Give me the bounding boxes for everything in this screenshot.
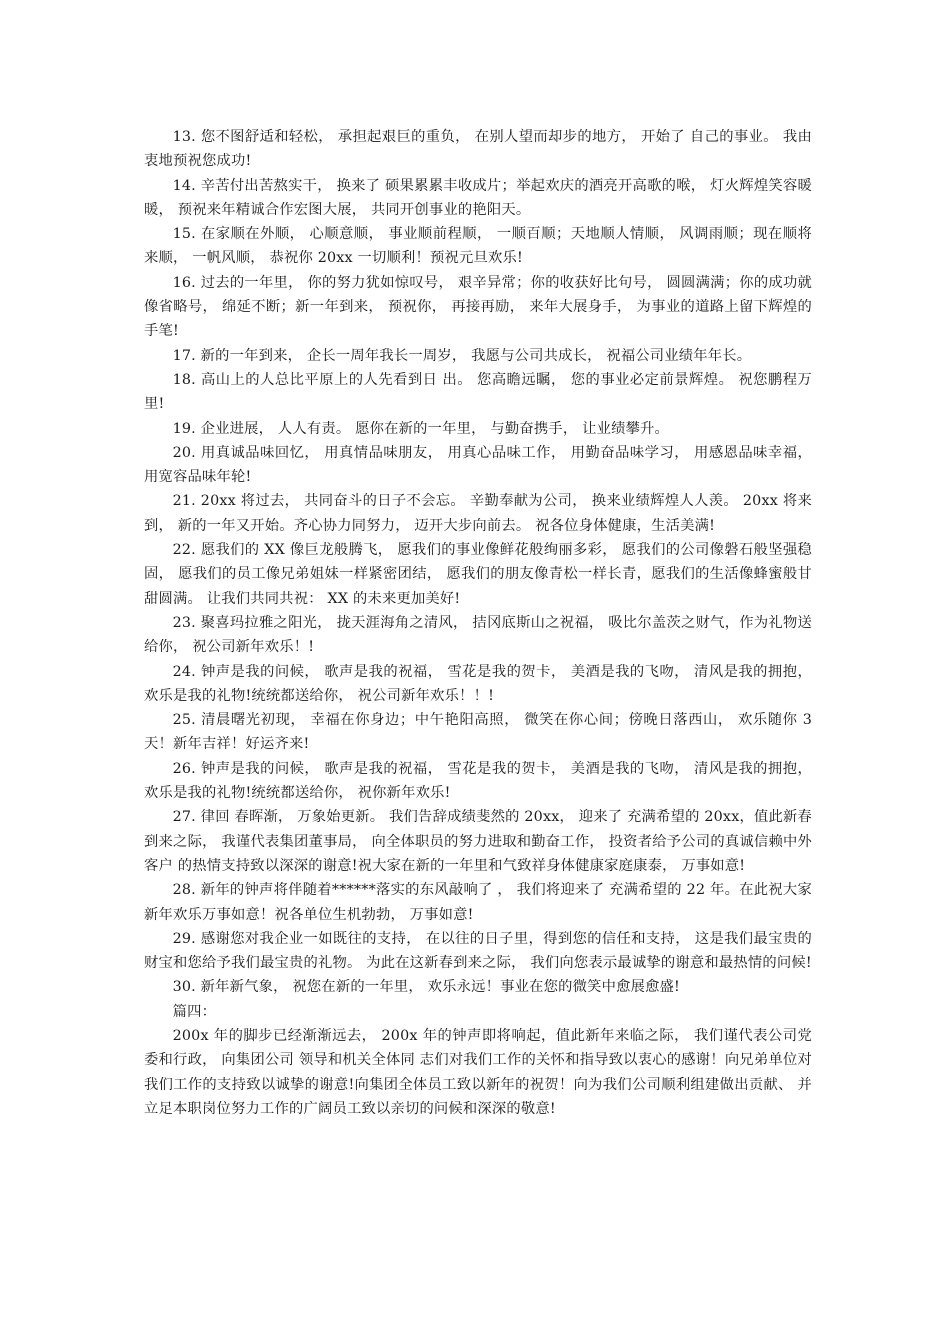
section-heading: 篇四： bbox=[172, 1003, 217, 1020]
paragraph-18: 18. 高山上的人总比平原上的人先看到日 出。 您高瞻远瞩， 您的事业必定前景辉煌。 祝您鹏程万里! bbox=[144, 371, 812, 413]
paragraph-25: 25. 清晨曙光初现， 幸福在你身边；中午艳阳高照， 微笑在你心间；傍晚日落西山， 欢乐随你 3 天！新年吉祥！好运齐来! bbox=[144, 712, 812, 753]
paragraph-21: 21. 20xx 将过去， 共同奋斗的日子不会忘。 辛勤奉献为公司， 换来业绩辉煌人人羡。 20xx 将来到， 新的一年又开始。齐心协力同努力， 迈开大步向前去。 祝各位身体健康，生活美满! bbox=[144, 493, 812, 534]
paragraph-15: 15. 在家顺在外顺， 心顺意顺， 事业顺前程顺， 一顺百顺；天地顺人情顺， 风调雨顺；现在顺将来顺， 一帆风顺， 恭祝你 20xx 一切顺利！预祝元旦欢乐! bbox=[144, 226, 812, 267]
paragraph-22: 22. 愿我们的 XX 像巨龙般腾飞， 愿我们的事业像鲜花般绚丽多彩， 愿我们的公司像磐石般坚强稳固， 愿我们的员工像兄弟姐妹一样紧密团结， 愿我们的朋友像青松一样长青，愿我们的生活像蜂蜜般甘甜圆满。 让我们共同共祝： XX 的未来更加美好! bbox=[144, 542, 812, 607]
paragraph-29: 29. 感谢您对我企业一如既往的支持， 在以往的日子里，得到您的信任和支持， 这是我们最宝贵的财宝和您给予我们最宝贵的礼物。 为此在这新春到来之际， 我们向您表示最诚挚的谢意和最热情的问候! bbox=[144, 930, 812, 972]
paragraph-19: 19. 企业进展， 人人有责。 愿你在新的一年里， 与勤奋携手， 让业绩攀升。 bbox=[172, 420, 670, 437]
paragraph-24: 24. 钟声是我的问候， 歌声是我的祝福， 雪花是我的贺卡， 美酒是我的飞吻， 清风是我的拥抱， 欢乐是我的礼物!统统都送给你， 祝公司新年欢乐！！! bbox=[144, 663, 812, 704]
paragraph-13: 13. 您不图舒适和轻松， 承担起艰巨的重负， 在别人望而却步的地方， 开始了 自己的事业。 我由衷地预祝您成功! bbox=[144, 129, 812, 170]
paragraph-27: 27. 律回 春晖渐， 万象始更新。 我们告辞成绩斐然的 20xx， 迎来了 充满希望的 20xx，值此新春到来之际， 我谨代表集团董事局， 向全体职员的努力进取和勤奋工作， 投资者给予公司的真诚信赖中外客户 的热情支持致以深深的谢意!祝大家在新的一年里和气致祥身体健康家庭康泰， 万事如意! bbox=[144, 809, 812, 874]
paragraph-23: 23. 聚喜玛拉雅之阳光， 拢天涯海角之清风， 拮冈底斯山之祝福， 吸比尔盖茨之财气，作为礼物送给你， 祝公司新年欢乐！! bbox=[144, 614, 812, 656]
paragraph-26: 26. 钟声是我的问候， 歌声是我的祝福， 雪花是我的贺卡， 美酒是我的飞吻， 清风是我的拥抱， 欢乐是我的礼物!统统都送给你， 祝你新年欢乐! bbox=[144, 760, 812, 802]
paragraph-17: 17. 新的一年到来， 企长一周年我长一周岁， 我愿与公司共成长， 祝福公司业绩年年长。 bbox=[172, 347, 752, 364]
paragraph-30: 30. 新年新气象， 祝您在新的一年里， 欢乐永远！事业在您的微笑中愈展愈盛! bbox=[172, 979, 681, 996]
paragraph-14: 14. 辛苦付出苦熬实干， 换来了 硕果累累丰收成片；举起欢庆的酒亮开高歌的喉， 灯火辉煌笑容暖暖， 预祝来年精诚合作宏图大展， 共同开创事业的艳阳天。 bbox=[144, 177, 812, 218]
paragraph-20: 20. 用真诚品味回忆， 用真情品味朋友， 用真心品味工作， 用勤奋品味学习， 用感恩品味幸福， 用宽容品味年轮! bbox=[144, 444, 812, 486]
document-page bbox=[144, 125, 812, 1121]
paragraph-16: 16. 过去的一年里， 你的努力犹如惊叹号， 艰辛异常；你的收获好比句号， 圆圆满满；你的成功就像省略号， 绵延不断；新一年到来， 预祝你， 再接再励， 来年大展身手， 为事业的道路上留下辉煌的手笔! bbox=[144, 274, 812, 340]
paragraph-28: 28. 新年的钟声将伴随着******落实的东风敲响了 ， 我们将迎来了 充满希望的 22 年。在此祝大家新年欢乐万事如意！祝各单位生机勃勃， 万事如意! bbox=[144, 882, 812, 923]
closing-paragraph: 200x 年的脚步已经渐渐远去， 200x 年的钟声即将响起，值此新年来临之际， 我们谨代表公司党委和行政， 向集团公司 领导和机关全体同 志们对我们工作的关怀和指导致以衷心的感谢！向兄弟单位对我们工作的支持致以诚挚的谢意!向集团全体员工致以新年的祝贺！向为我们公司顺利组建做出贡献、 并立足本职岗位努力工作的广阔员工致以亲切的问候和深深的敬意! bbox=[144, 1027, 812, 1117]
